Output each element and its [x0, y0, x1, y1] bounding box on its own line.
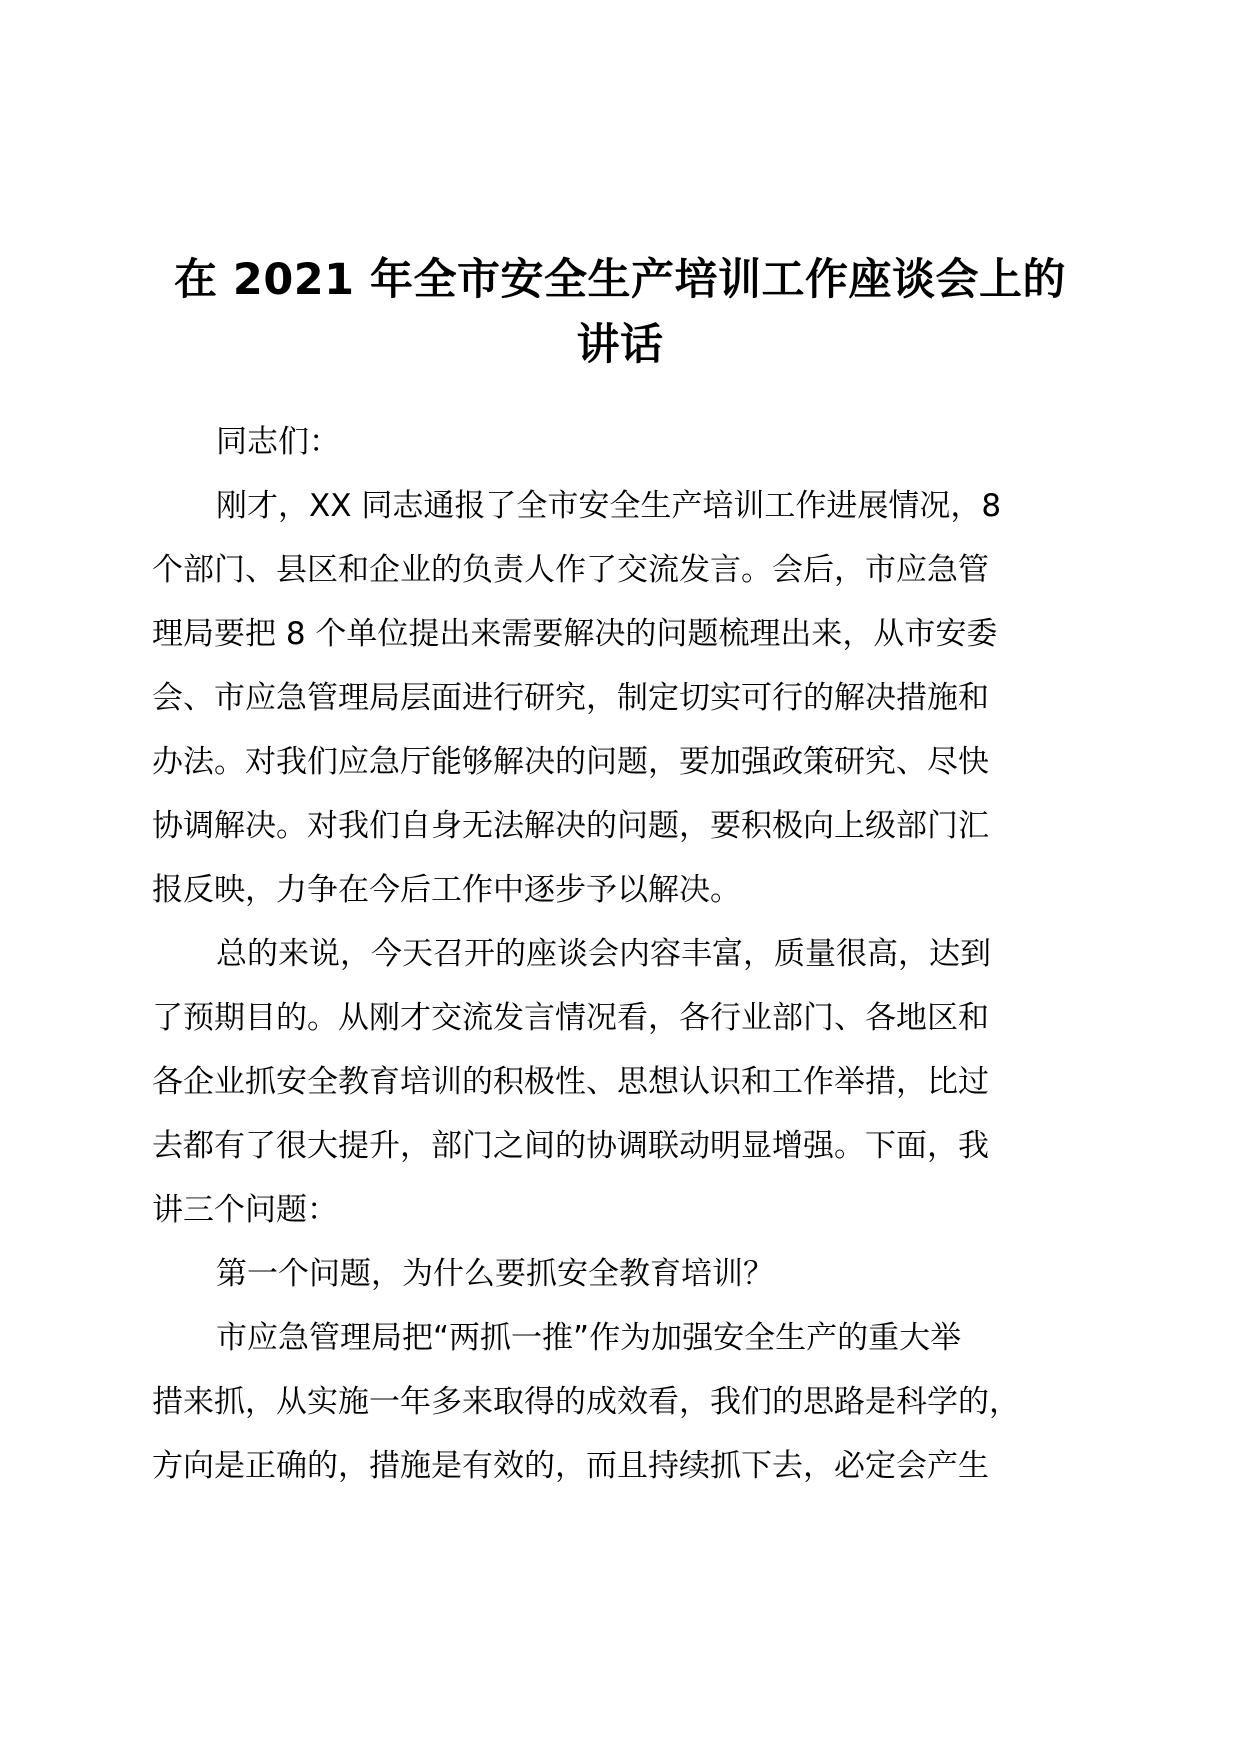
- paragraph-2-line: 讲三个问题：: [152, 1192, 338, 1228]
- paragraph-3-line: 方向是正确的，措施是有效的，而且持续抓下去，必定会产生: [152, 1448, 989, 1484]
- title-line-1: 在 2021 年全市安全生产培训工作座谈会上的: [173, 255, 1067, 305]
- paragraph-2-line: 了预期目的。从刚才交流发言情况看，各行业部门、各地区和: [152, 1000, 989, 1036]
- paragraph-3-line: 市应急管理局把“两抓一推”作为加强安全生产的重大举: [216, 1320, 962, 1356]
- paragraph-1-line: 刚才，XX 同志通报了全市安全生产培训工作进展情况，8: [216, 488, 1002, 524]
- paragraph-1-line: 报反映，力争在今后工作中逐步予以解决。: [152, 872, 741, 908]
- paragraph-1-line: 理局要把 8 个单位提出来需要解决的问题梳理出来，从市安委: [152, 616, 998, 652]
- title-line-2: 讲话: [576, 320, 664, 370]
- paragraph-1-line: 办法。对我们应急厅能够解决的问题，要加强政策研究、尽快: [152, 744, 989, 780]
- section-heading: 第一个问题，为什么要抓安全教育培训？: [216, 1256, 774, 1292]
- paragraph-1-line: 会、市应急管理局层面进行研究，制定切实可行的解决措施和: [152, 680, 989, 716]
- salutation: 同志们：: [216, 424, 340, 460]
- paragraph-2-line: 各企业抓安全教育培训的积极性、思想认识和工作举措，比过: [152, 1064, 989, 1100]
- paragraph-2-line: 去都有了很大提升，部门之间的协调联动明显增强。下面，我: [152, 1128, 989, 1164]
- paragraph-1-line: 个部门、县区和企业的负责人作了交流发言。会后，市应急管: [152, 552, 989, 588]
- paragraph-1-line: 协调解决。对我们自身无法解决的问题，要积极向上级部门汇: [152, 808, 989, 844]
- paragraph-3-line: 措来抓，从实施一年多来取得的成效看，我们的思路是科学的，: [152, 1384, 1020, 1420]
- document-title: [140, 248, 1100, 378]
- paragraph-2-line: 总的来说，今天召开的座谈会内容丰富，质量很高，达到: [216, 936, 991, 972]
